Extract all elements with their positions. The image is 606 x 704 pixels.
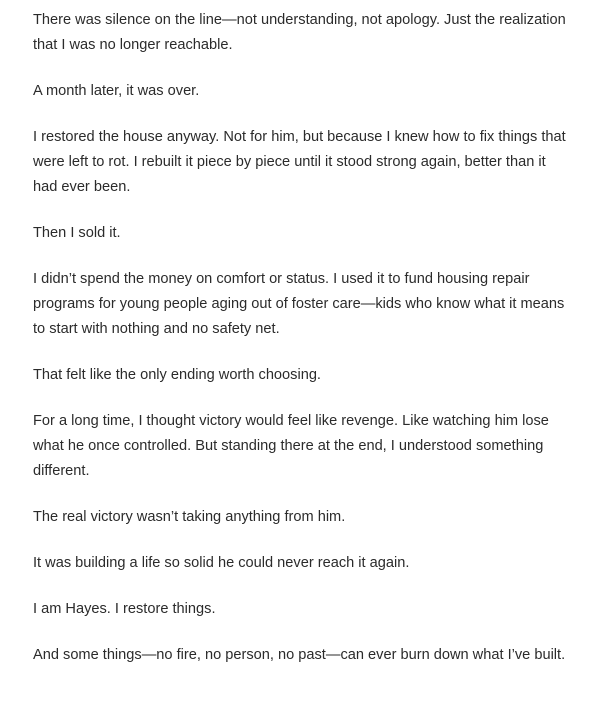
- paragraph-building-life: It was building a life so solid he could never reach it again.: [33, 555, 410, 571]
- paragraph-money: I didn’t spend the money on comfort or status. I used it to fund housing repair programs for young people aging out of foster care—kids who know what it means to start with nothing and no safety net.: [33, 271, 565, 337]
- paragraph-month-later: A month later, it was over.: [33, 83, 200, 99]
- paragraph-sold-it: Then I sold it.: [33, 225, 121, 241]
- paragraph-i-am-hayes: I am Hayes. I restore things.: [33, 601, 216, 617]
- paragraph-silence: There was silence on the line—not understanding, not apology. Just the realization that I was no longer reachable.: [33, 12, 566, 53]
- paragraph-restored-house: I restored the house anyway. Not for him, but because I knew how to fix things that were left to rot. I rebuilt it piece by piece until it stood strong again, better than it had ever been.: [33, 129, 566, 195]
- paragraph-victory-revenge: For a long time, I thought victory would feel like revenge. Like watching him lose what he once controlled. But standing there at the end, I understood something different.: [33, 413, 549, 479]
- paragraph-some-things: And some things—no fire, no person, no past—can ever burn down what I’ve built.: [33, 647, 566, 663]
- article-body: [33, 8, 573, 689]
- paragraph-only-ending: That felt like the only ending worth choosing.: [33, 367, 321, 383]
- paragraph-real-victory: The real victory wasn’t taking anything from him.: [33, 509, 346, 525]
